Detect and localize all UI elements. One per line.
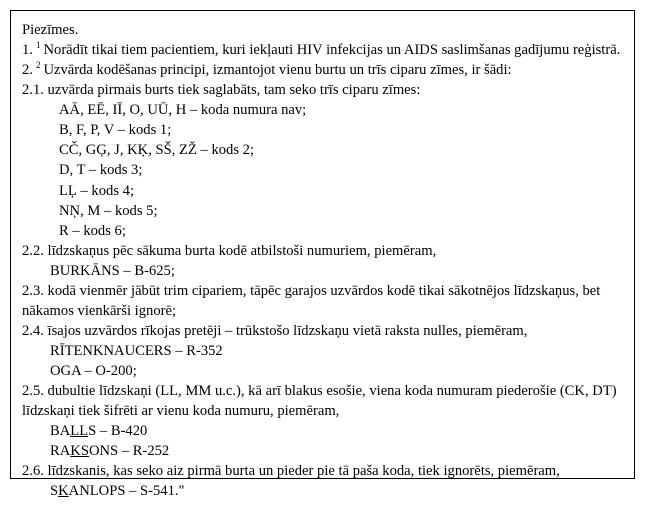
subsection-2-4-marker: 2.4.	[22, 322, 44, 339]
example-line	[50, 261, 626, 281]
note-1-marker: 1.	[22, 42, 33, 59]
subsection-2-3-marker: 2.3.	[22, 282, 44, 299]
example-line	[50, 341, 626, 361]
example-word-after: S – B-420	[88, 423, 148, 440]
example-word-underlined: KS	[70, 443, 89, 460]
notes-heading: Piezīmes.	[22, 22, 79, 38]
letter-code-line: LĻ – kods 4;	[59, 182, 134, 199]
letter-code-line: R – kods 6;	[59, 222, 126, 239]
notes-panel	[10, 10, 635, 500]
example-word: RĪTENKNAUCERS	[50, 343, 172, 359]
letter-code-line: CČ, GĢ, J, KĶ, SŠ, ZŽ – kods 2;	[59, 142, 255, 159]
subsection-2-2	[22, 241, 626, 261]
subsection-2-2-marker: 2.2.	[22, 242, 44, 259]
subsection-2-3-text: kodā vienmēr jābūt trim cipariem, tāpēc garajos uzvārdos kodē tikai sākotnējos līdzskaņus, bet nākamos vienkārši ignorē;	[22, 282, 604, 319]
example-line	[50, 421, 626, 441]
note-1-text: Norādīt tikai tiem pacientiem, kuri iekļauti HIV infekcijas un AIDS saslimšanas gadījumu reģistrā.	[43, 42, 621, 59]
subsection-2-4-text: īsajos uzvārdos rīkojas pretēji – trūkstošo līdzskaņu vietā raksta nulles, piemēram,	[47, 322, 528, 339]
example-word: OGA	[50, 363, 81, 380]
example-word-underlined: K	[58, 483, 69, 500]
subsection-2-1-marker: 2.1.	[22, 82, 44, 99]
note-item-2	[22, 60, 626, 80]
note-2-text: Uzvārda kodēšanas principi, izmantojot vienu burtu un trīs ciparu zīmes, ir šādi:	[43, 62, 512, 79]
note-item-1	[22, 40, 626, 60]
example-line	[50, 361, 626, 381]
subsection-2-1-text: uzvārda pirmais burts tiek saglabāts, tam seko trīs ciparu zīmes:	[47, 82, 421, 99]
example-code: – B-625;	[119, 262, 175, 279]
subsection-2-6-text: līdzskanis, kas seko aiz pirmā burta un pieder pie tā paša koda, tiek ignorēts, piemēram,	[47, 463, 560, 480]
subsection-2-5-marker: 2.5.	[22, 383, 44, 400]
letter-code-line: D, T – kods 3;	[59, 162, 143, 179]
letter-code-line: NŅ, M – kods 5;	[59, 202, 158, 219]
letter-code-line: B, F, P, V – kods 1;	[59, 122, 172, 139]
subsection-2-6	[22, 461, 626, 481]
example-line	[50, 481, 626, 501]
example-code: – O-200;	[80, 363, 137, 380]
example-code: – R-352	[171, 343, 223, 359]
example-word-before: S	[50, 483, 59, 500]
note-1-reference: 1	[35, 40, 41, 51]
subsection-2-1	[22, 80, 626, 100]
example-word-before: BA	[50, 423, 71, 440]
letter-code-line: AĀ, EĒ, IĪ, O, UŪ, H – koda numura nav;	[59, 102, 307, 119]
example-line	[50, 441, 626, 461]
notes-content	[11, 11, 634, 508]
example-word-underlined: LL	[70, 423, 89, 440]
note-2-reference: 2	[35, 60, 41, 71]
example-word-after: ONS – R-252	[88, 443, 170, 460]
note-2-marker: 2.	[22, 62, 33, 79]
subsection-2-4	[22, 321, 626, 341]
subsection-2-5	[22, 381, 626, 421]
subsection-2-6-marker: 2.6.	[22, 463, 44, 480]
example-word: BURKĀNS	[50, 262, 120, 279]
example-word-before: RA	[50, 443, 71, 460]
subsection-2-2-text: līdzskaņus pēc sākuma burta kodē atbilstoši numuriem, piemēram,	[47, 242, 437, 259]
example-word-after: ANLOPS – S-541."	[68, 483, 185, 500]
subsection-2-3	[22, 281, 626, 321]
subsection-2-5-text: dubultie līdzskaņi (LL, MM u.c.), kā arī blakus esošie, viena koda numuram piederošie (CK, DT) līdzskaņi tiek šifrēti ar vienu koda numuru, piemēram,	[22, 383, 621, 420]
